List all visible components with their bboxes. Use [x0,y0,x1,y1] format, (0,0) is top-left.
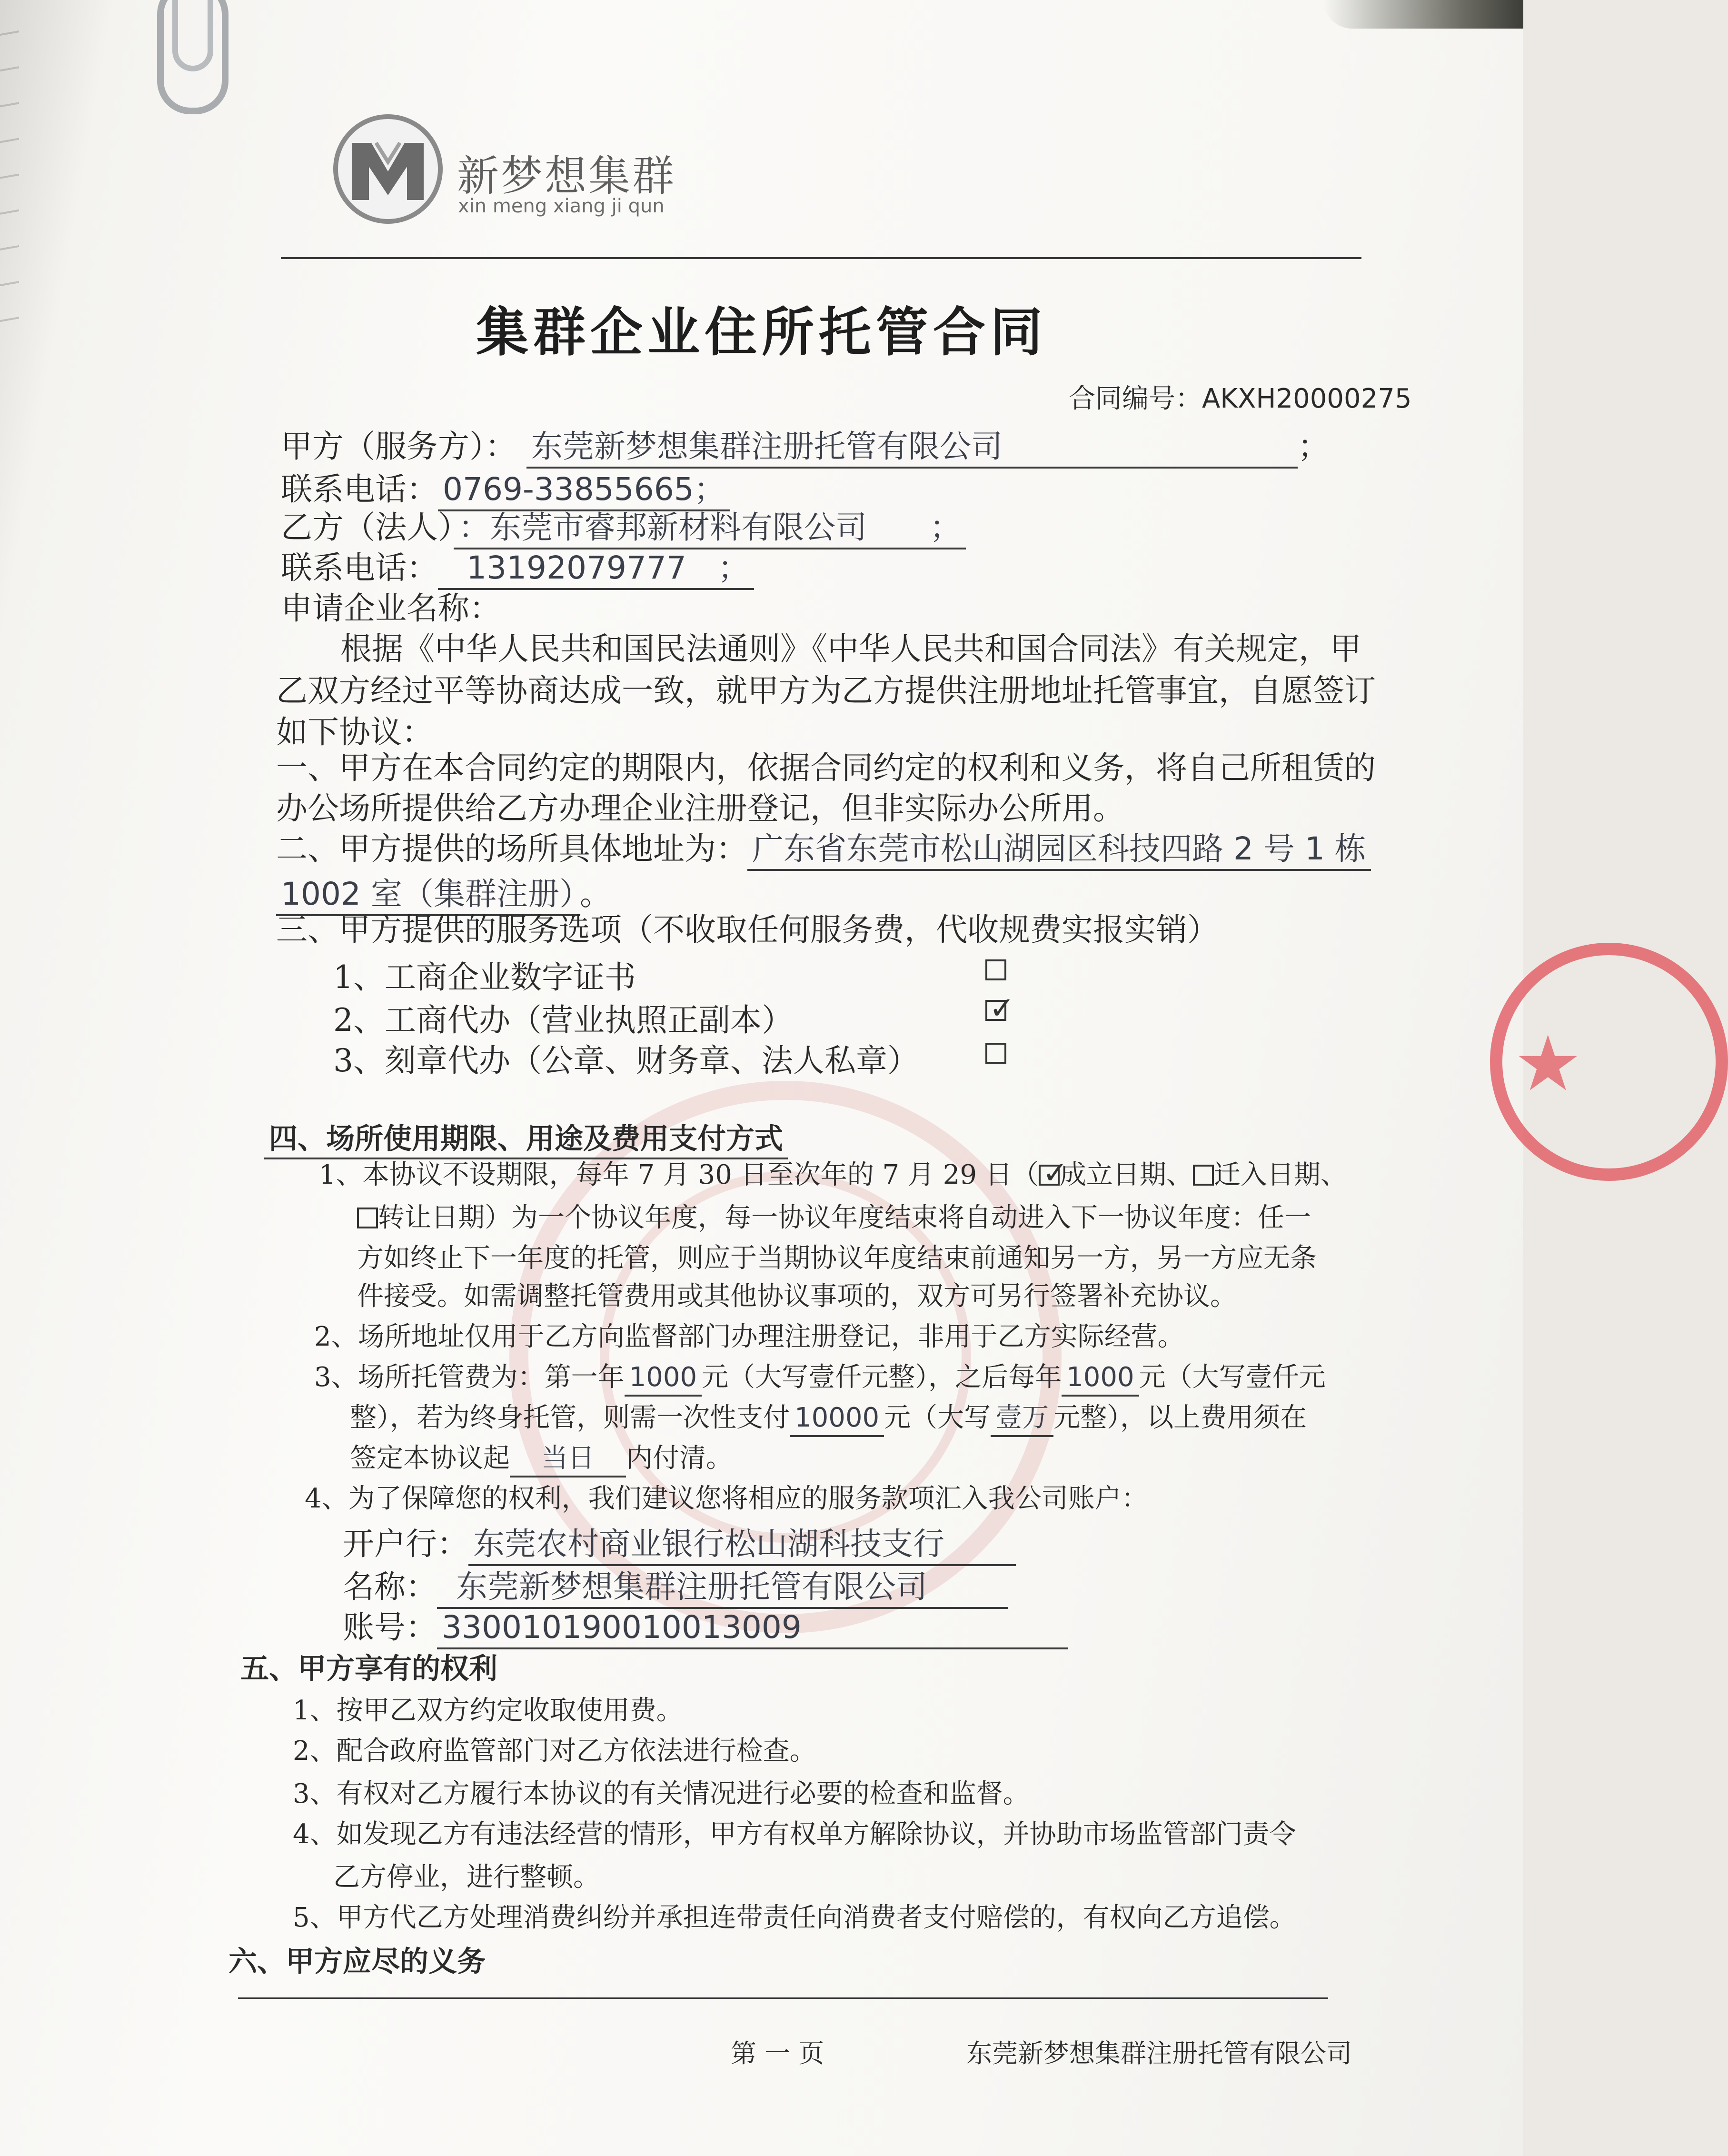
clause2-end: 。 [579,876,611,912]
background-object [1323,0,1523,29]
date-option-checkbox[interactable] [1039,1156,1068,1191]
bank-row [343,1528,1016,1560]
date-option-2: 迁入日期、 [1213,1159,1347,1190]
applicant-label: 申请企业名称： [281,590,501,627]
clause5-item-2: 2、配合政府监管部门对乙方依法进行检查。 [293,1736,816,1767]
party-a-label: 甲方（服务方）： [281,428,516,465]
party-a-end: ； [1297,428,1329,465]
service-option-1 [333,959,636,996]
party-a-phone: 0769-33855665； [438,471,730,511]
clause4-heading [264,1122,788,1156]
intro-line-3: 如下协议： [276,714,433,750]
clause4-item3-line3 [350,1445,733,1472]
clause2-address-1: 广东省东莞市松山湖园区科技四路 2 号 1 栋 [747,830,1371,871]
clause4-item1-line4: 件接受。如需调整托管费用或其他协议事项的，双方可另行签署补充协议。 [357,1281,1237,1312]
party-a-phone-label: 联系电话： [281,471,438,508]
logo-m-icon [333,114,443,224]
clause2-line-2 [276,878,611,910]
date-option-checkbox[interactable] [1193,1165,1214,1186]
fee-first-year: 1000 [625,1362,702,1397]
bank-name: 东莞农村商业银行松山湖科技支行 [468,1526,1016,1566]
clause5-item-4-cont: 乙方停业，进行整顿。 [333,1862,600,1893]
logo-pinyin: xin meng xiang ji qun [458,195,665,217]
account-name-row [343,1568,1008,1605]
contract-number-value: AKXH20000275 [1202,383,1412,414]
clause6-heading: 六、甲方应尽的义务 [228,1945,486,1978]
fee-text: 整），若为终身托管，则需一次性支付 [350,1402,790,1433]
clause4-item4-intro: 4、为了保障您的权利，我们建议您将相应的服务款项汇入我公司账户： [305,1483,1148,1514]
fee-lifetime-cn: 壹万 [991,1402,1053,1437]
account-number: 330010190010013009 [437,1609,1068,1649]
watermark-graphic [74,829,1497,1885]
fee-text: 元整），以上费用须在 [1053,1402,1307,1433]
seal-star-icon: ★ [1514,1019,1582,1108]
party-a-name: 东莞新梦想集群注册托管有限公司 [526,428,1298,469]
service-option-label: 3、刻章代办（公章、财务章、法人私章） [333,1042,919,1079]
service-option-2 [333,1002,793,1038]
clause4-item2: 2、场所地址仅用于乙方向监督部门办理注册登记，非用于乙方实际经营。 [314,1321,1184,1352]
company-logo [333,114,762,224]
party-b-name: ：东莞市睿邦新材料有限公司 ； [454,509,966,549]
fee-text: 元（大写 [884,1402,991,1433]
paperclip-inner [172,0,213,71]
date-option-checkbox[interactable] [357,1208,378,1228]
party-b-row [281,509,966,546]
date-option-3: 转让日期）为一个协议年度，每一协议年度结束将自动进入下一协议年度：任一 [378,1202,1311,1233]
fee-text: 元（大写壹仟元整），之后每年 [702,1362,1062,1393]
party-a-phone-row [281,471,730,508]
clause5-heading: 五、甲方享有的权利 [240,1652,497,1686]
party-b-phone-label: 联系电话： [281,549,438,586]
service-option-label: 2、工商代办（营业执照正副本） [333,1002,793,1038]
clause2-line-1 [276,830,1371,867]
fee-text: 签定本协议起 [350,1443,510,1474]
service-option-2-checkbox[interactable] [985,991,1015,1026]
clause4-item1-line3: 方如终止下一年度的托管，则应于当期协议年度结束前通知另一方，另一方应无条 [357,1243,1317,1274]
footer-company: 东莞新梦想集群注册托管有限公司 [966,2038,1352,2068]
logo-text: 新梦想集群 [457,151,676,200]
clause4-item3-line2 [350,1402,1307,1433]
service-option-1-checkbox[interactable] [985,959,1006,980]
contract-number [1069,383,1412,414]
clause4-heading-text: 四、场所使用期限、用途及费用支付方式 [264,1122,788,1159]
clause4-item1-line1 [319,1156,1347,1191]
clause2-address-2: 1002 室（集群注册） [276,876,580,916]
clause5-item-1: 1、按甲乙双方约定收取使用费。 [293,1695,683,1726]
account-number-label: 账号： [343,1609,437,1646]
footer-divider [238,1997,1328,1999]
fee-text: 3、场所托管费为：第一年 [314,1362,625,1393]
page-number: 第 一 页 [731,2038,824,2068]
service-option-3 [333,1042,919,1079]
checkmark-icon: ✓ [989,991,1015,1026]
clause4-item1-text: 1、本协议不设期限，每年 7 月 30 日至次年的 7 月 29 日（ [319,1159,1039,1190]
clause5-item-5: 5、甲方代乙方处理消费纠纷并承担连带责任向消费者支付赔偿的，有权向乙方追偿。 [293,1902,1296,1933]
intro-line-1: 根据《中华人民共和国民法通则》《中华人民共和国合同法》有关规定，甲 [340,630,1361,667]
account-name: 东莞新梦想集群注册托管有限公司 [437,1568,1008,1609]
header-divider [281,257,1361,259]
clause2-prefix: 二、甲方提供的场所具体地址为： [276,830,747,867]
intro-line-2: 乙双方经过平等协商达成一致，就甲方为乙方提供注册地址托管事宜，自愿签订 [276,672,1376,709]
party-b-label: 乙方（法人） [281,509,454,546]
payment-deadline: 当日 [510,1443,626,1477]
clause5-item-3: 3、有权对乙方履行本协议的有关情况进行必要的检查和监督。 [293,1778,1030,1809]
clause1-line-1: 一、甲方在本合同约定的期限内，依据合同约定的权利和义务，将自己所租赁的 [276,749,1376,786]
party-a-row [281,428,1329,465]
logo-m-glyph [348,133,428,205]
clause4-item1-line2 [357,1202,1311,1233]
fee-text: 元（大写壹仟元 [1139,1362,1326,1393]
account-name-label: 名称： [343,1568,437,1605]
document-title: 集群企业住所托管合同 [476,302,1047,363]
bank-label: 开户行： [343,1526,468,1562]
paper-edge [0,0,19,333]
clause3-heading: 三、甲方提供的服务选项（不收取任何服务费，代收规费实报实销） [276,911,1219,948]
service-option-label: 1、工商企业数字证书 [333,959,636,996]
fee-text: 内付清。 [626,1443,733,1474]
fee-lifetime: 10000 [790,1402,884,1437]
clause5-item-4: 4、如发现乙方有违法经营的情形，甲方有权单方解除协议，并协助市场监管部门责令 [293,1819,1296,1850]
checkmark-icon: ✓ [1042,1156,1068,1191]
fee-annual: 1000 [1062,1362,1139,1397]
clause1-line-2: 办公场所提供给乙方办理企业注册登记，但非实际办公所用。 [276,790,1124,827]
account-number-row [343,1609,1068,1646]
party-b-phone-row [281,549,754,586]
contract-number-label: 合同编号： [1069,383,1202,414]
clause4-item3-line1 [314,1364,1326,1391]
date-option-1: 成立日期、 [1059,1159,1193,1190]
service-option-3-checkbox[interactable] [985,1043,1006,1064]
party-b-phone: 13192079777 ； [438,549,754,590]
